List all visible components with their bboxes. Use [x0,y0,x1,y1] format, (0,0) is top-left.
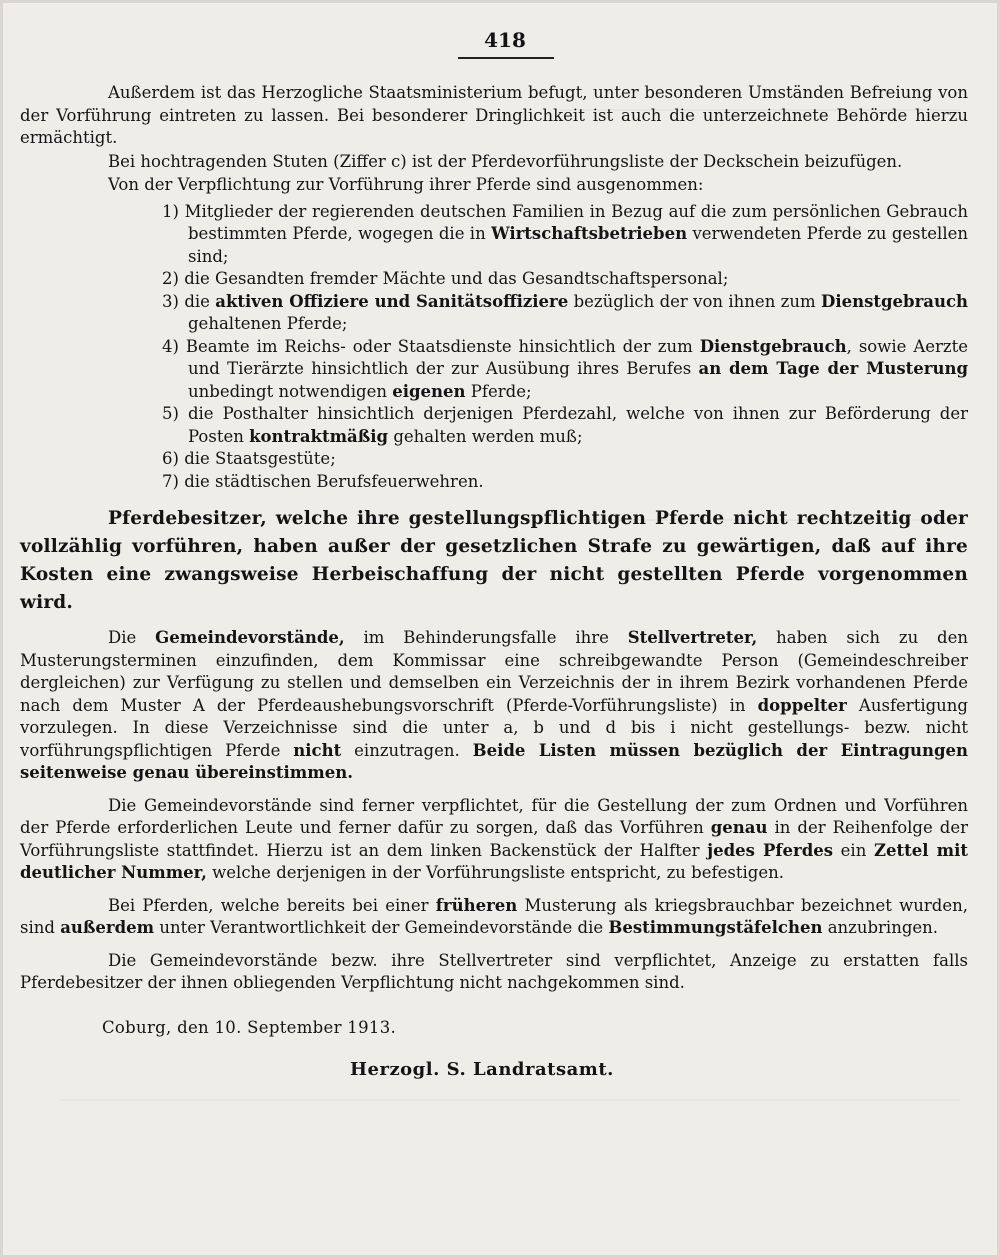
date-line: Coburg, den 10. September 1913. [102,1017,397,1037]
list-item: 6) die Staatsgestüte; [162,449,336,468]
page-number: 418 [484,28,526,52]
list-item: 4) Beamte im Reichs- oder Staatsdienste hinsichtlich der zum Dienstgebrauch, sowie Aerzte und Tierärzte hinsichtlich der zur Ausübung ihres Berufes an dem Tage der Musterung unbedingt notwendigen eigenen Pferde; [162,336,968,401]
list-item: 1) Mitglieder der regierenden deutschen Familien in Bezug auf die zum persönlichen Gebrauch bestimmten Pferde, wogegen die in Wirtschaftsbetrieben verwendeten Pferde zu gestellen sind; [162,201,968,266]
list-item: 5) die Posthalter hinsichtlich derjenigen Pferdezahl, welche von ihnen zur Beförderung der Posten kontraktmäßig gehalten werden muß; [162,404,968,446]
paragraph-ausgenommen: Von der Verpflichtung zur Vorführung ihrer Pferde sind ausgenommen: [108,175,704,194]
paragraph-frueher-musterung: Bei Pferden, welche bereits bei einer früheren Musterung als kriegsbrauchbar bezeichnet wurden, sind außerdem unter Verantwortlichkeit der Gemeindevorstände die Bestimmungstäfelchen anzubringen. [20,895,968,937]
paragraph-befreiung: Außerdem ist das Herzogliche Staatsministerium befugt, unter besonderen Umständen Befreiung von der Vorführung eintreten zu lassen. Bei besonderer Dringlichkeit ist auch die unterzeichnete Behörde hierzu ermächtigt. [20,83,968,147]
exemption-list [20,201,968,494]
paragraph-ordnen: Die Gemeindevorstände sind ferner verpflichtet, für die Gestellung der zum Ordnen und Vorführen der Pferde erforderlichen Leute und ferner dafür zu sorgen, daß das Vorführen genau in der Reihenfolge der Vorführungsliste stattfindet. Hierzu ist an dem linken Backenstück der Halfter jedes Pferdes ein Zettel mit deutlicher Nummer, welche derjenigen in der Vorführungsliste entspricht, zu befestigen. [20,795,968,882]
signature: Herzogl. S. Landratsamt. [350,1059,614,1080]
penalty-warning: Pferdebesitzer, welche ihre gestellungspflichtigen Pferde nicht rechtzeitig oder vollzählig vorführen, haben außer der gesetzlichen Strafe zu gewärtigen, daß auf ihre Kosten eine zwangsweise Herbeischaffung der nicht gestellten Pferde vorgenommen wird. [20,508,968,613]
document-body [20,82,968,1082]
list-item: 2) die Gesandten fremder Mächte und das Gesandtschaftspersonal; [162,269,729,288]
page-number-rule [458,57,554,59]
paragraph-gemeindevorstaende: Die Gemeindevorstände, im Behinderungsfalle ihre Stellvertreter, haben sich zu den Musterungsterminen einzufinden, dem Kommissar eine schreibgewandte Person (Gemeindeschreiber dergleichen) zur Verfügung zu stellen und demselben ein Verzeichnis der in ihrem Bezirk vorhandenen Pferde nach dem Muster A der Pferdeaushebungsvorschrift (Pferde-Vorführungsliste) in doppelter Ausfertigung vorzulegen. In diese Verzeichnisse sind die unter a, b und d bis i nicht gestellungs- bezw. nicht vorführungspflichtigen Pferde nicht einzutragen. Beide Listen müssen bezüglich der Eintragungen seitenweise genau übereinstimmen. [20,628,969,782]
list-item: 7) die städtischen Berufsfeuerwehren. [162,471,484,491]
paragraph-deckschein: Bei hochtragenden Stuten (Ziffer c) ist der Pferdevorführungsliste der Deckschein beizufügen. [108,151,903,171]
paragraph-anzeige: Die Gemeindevorstände bezw. ihre Stellvertreter sind verpflichtet, Anzeige zu erstatten falls Pferdebesitzer der ihnen obliegenden Verpflichtung nicht nachgekommen sind. [20,950,968,992]
list-item: 3) die aktiven Offiziere und Sanitätsoffiziere bezüglich der von ihnen zum Dienstgebrauch gehaltenen Pferde; [162,291,968,333]
